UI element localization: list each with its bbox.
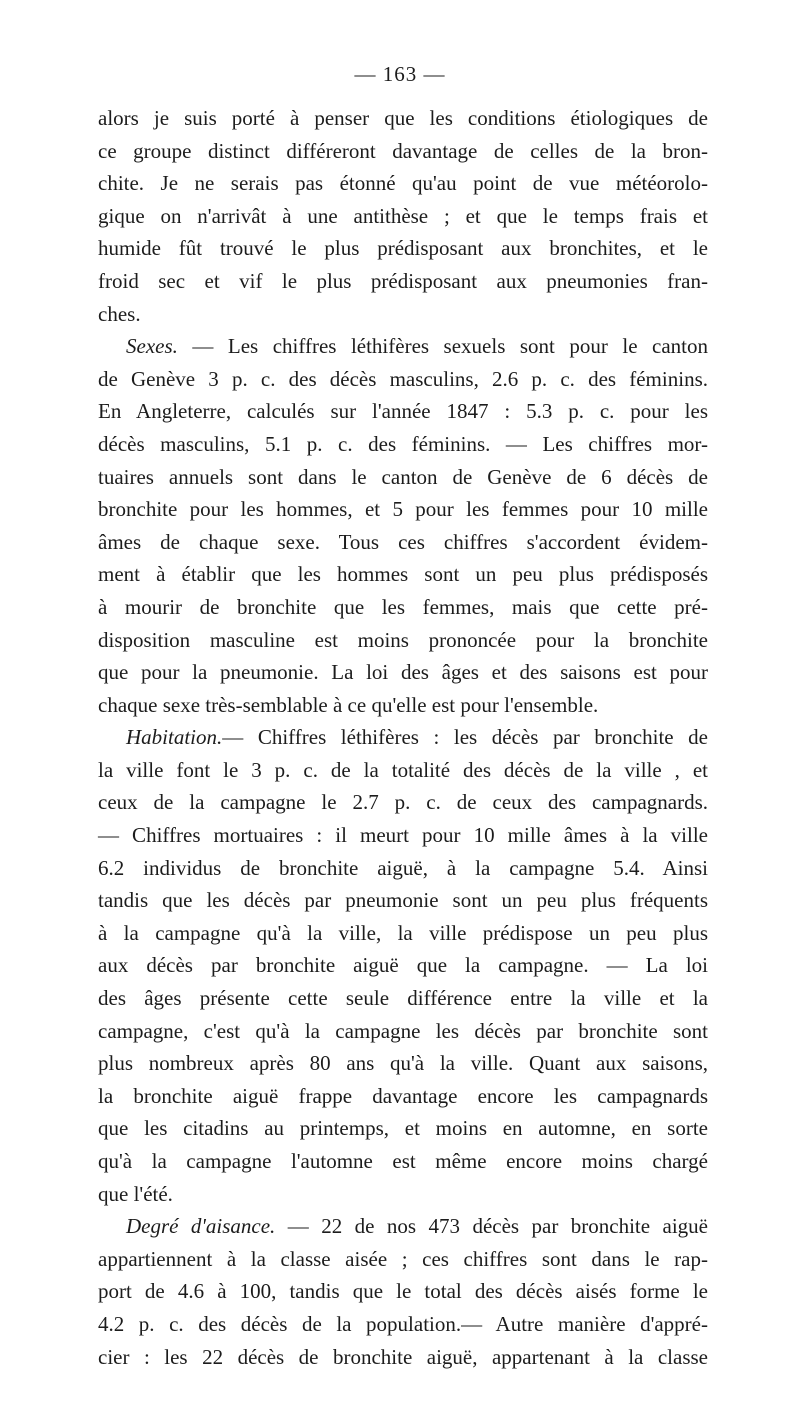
body-text (98, 102, 708, 1373)
text-line (98, 949, 708, 982)
text-run: plus nombreux après 80 ans qu'à la ville. Quant aux saisons, (98, 1051, 708, 1076)
text-line (98, 884, 708, 917)
text-run: que l'été. (98, 1181, 173, 1206)
text-line (98, 1080, 708, 1113)
text-line (98, 786, 708, 819)
text-line (98, 624, 708, 657)
text-line (98, 558, 708, 591)
text-run: que les citadins au printemps, et moins en automne, en sorte (98, 1116, 708, 1141)
text-run: froid sec et vif le plus prédisposant aux pneumonies fran- (98, 268, 708, 293)
text-line (98, 591, 708, 624)
text-line (98, 1275, 708, 1308)
text-run: cier : les 22 décès de bronchite aiguë, appartenant à la classe (98, 1344, 708, 1369)
text-run: aux décès par bronchite aiguë que la campagne. — La loi (98, 953, 708, 978)
text-line (98, 102, 708, 135)
text-run: appartiennent à la classe aisée ; ces chiffres sont dans le rap- (98, 1246, 708, 1271)
text-line (98, 135, 708, 168)
text-run: ce groupe distinct différeront davantage de celles de la bron- (98, 138, 708, 163)
text-line (98, 526, 708, 559)
text-line (98, 982, 708, 1015)
text-run: humide fût trouvé le plus prédisposant aux bronchites, et le (98, 236, 708, 261)
text-line (98, 1210, 708, 1243)
text-run: la ville font le 3 p. c. de la totalité des décès de la ville , et (98, 757, 708, 782)
text-line (98, 232, 708, 265)
text-line (98, 1112, 708, 1145)
text-line (98, 689, 708, 722)
text-line (98, 395, 708, 428)
text-run: de Genève 3 p. c. des décès masculins, 2.6 p. c. des féminins. (98, 366, 708, 391)
text-line (98, 1243, 708, 1276)
section-heading: Sexes. (126, 334, 178, 359)
text-line (98, 1015, 708, 1048)
text-line (98, 1047, 708, 1080)
text-run: port de 4.6 à 100, tandis que le total des décès aisés forme le (98, 1279, 708, 1304)
text-run: la bronchite aiguë frappe davantage encore les campagnards (98, 1083, 708, 1108)
text-line (98, 1341, 708, 1374)
text-line (98, 656, 708, 689)
text-line (98, 167, 708, 200)
text-run: tuaires annuels sont dans le canton de Genève de 6 décès de (98, 464, 708, 489)
text-run: — Chiffres mortuaires : il meurt pour 10 mille âmes à la ville (98, 823, 708, 848)
text-line (98, 1145, 708, 1178)
text-run: — Chiffres léthifères : les décès par bronchite de (222, 725, 708, 750)
text-line (98, 428, 708, 461)
text-run: ceux de la campagne le 2.7 p. c. de ceux des campagnards. (98, 790, 708, 815)
text-run: En Angleterre, calculés sur l'année 1847 : 5.3 p. c. pour les (98, 399, 708, 424)
text-run: ment à établir que les hommes sont un peu plus prédisposés (98, 562, 708, 587)
text-run: bronchite pour les hommes, et 5 pour les femmes pour 10 mille (98, 497, 708, 522)
text-line (98, 493, 708, 526)
text-line (98, 1178, 708, 1211)
text-run: tandis que les décès par pneumonie sont un peu plus fréquents (98, 888, 708, 913)
text-run: — 22 de nos 473 décès par bronchite aiguë (275, 1214, 708, 1239)
text-line (98, 754, 708, 787)
text-run: qu'à la campagne l'automne est même encore moins chargé (98, 1149, 708, 1173)
text-run: disposition masculine est moins prononcée pour la bronchite (98, 627, 708, 652)
text-run: — Les chiffres léthifères sexuels sont pour le canton (177, 334, 708, 359)
text-run: que pour la pneumonie. La loi des âges et des saisons est pour (98, 660, 708, 685)
text-run: décès masculins, 5.1 p. c. des féminins. — Les chiffres mor- (98, 431, 708, 456)
text-run: 4.2 p. c. des décès de la population.— Autre manière d'appré- (98, 1311, 708, 1336)
text-line (98, 298, 708, 331)
text-run: alors je suis porté à penser que les conditions étiologiques de (98, 106, 708, 130)
text-line (98, 200, 708, 233)
text-run: 6.2 individus de bronchite aiguë, à la campagne 5.4. Ainsi (98, 855, 708, 880)
text-run: chaque sexe très-semblable à ce qu'elle est pour l'ensemble. (98, 692, 599, 717)
text-run: âmes de chaque sexe. Tous ces chiffres s'accordent évidem- (98, 529, 708, 554)
text-run: ches. (98, 301, 141, 326)
text-line (98, 917, 708, 950)
text-line (98, 265, 708, 298)
text-run: des âges présente cette seule différence entre la ville et la (98, 986, 708, 1011)
text-run: à la campagne qu'à la ville, la ville prédispose un peu plus (98, 920, 708, 945)
text-run: à mourir de bronchite que les femmes, mais que cette pré- (98, 594, 708, 619)
section-heading: Habitation. (126, 725, 223, 750)
text-line (98, 330, 708, 363)
text-run: campagne, c'est qu'à la campagne les décès par bronchite sont (98, 1018, 708, 1043)
text-line (98, 461, 708, 494)
text-line (98, 852, 708, 885)
text-line (98, 819, 708, 852)
text-run: gique on n'arrivât à une antithèse ; et que le temps frais et (98, 203, 708, 228)
text-line (98, 721, 708, 754)
text-line (98, 363, 708, 396)
section-heading: Degré d'aisance. (126, 1214, 276, 1239)
text-line (98, 1308, 708, 1341)
page-number: — 163 — (354, 62, 446, 86)
text-run: chite. Je ne serais pas étonné qu'au point de vue météorolo- (98, 171, 708, 196)
